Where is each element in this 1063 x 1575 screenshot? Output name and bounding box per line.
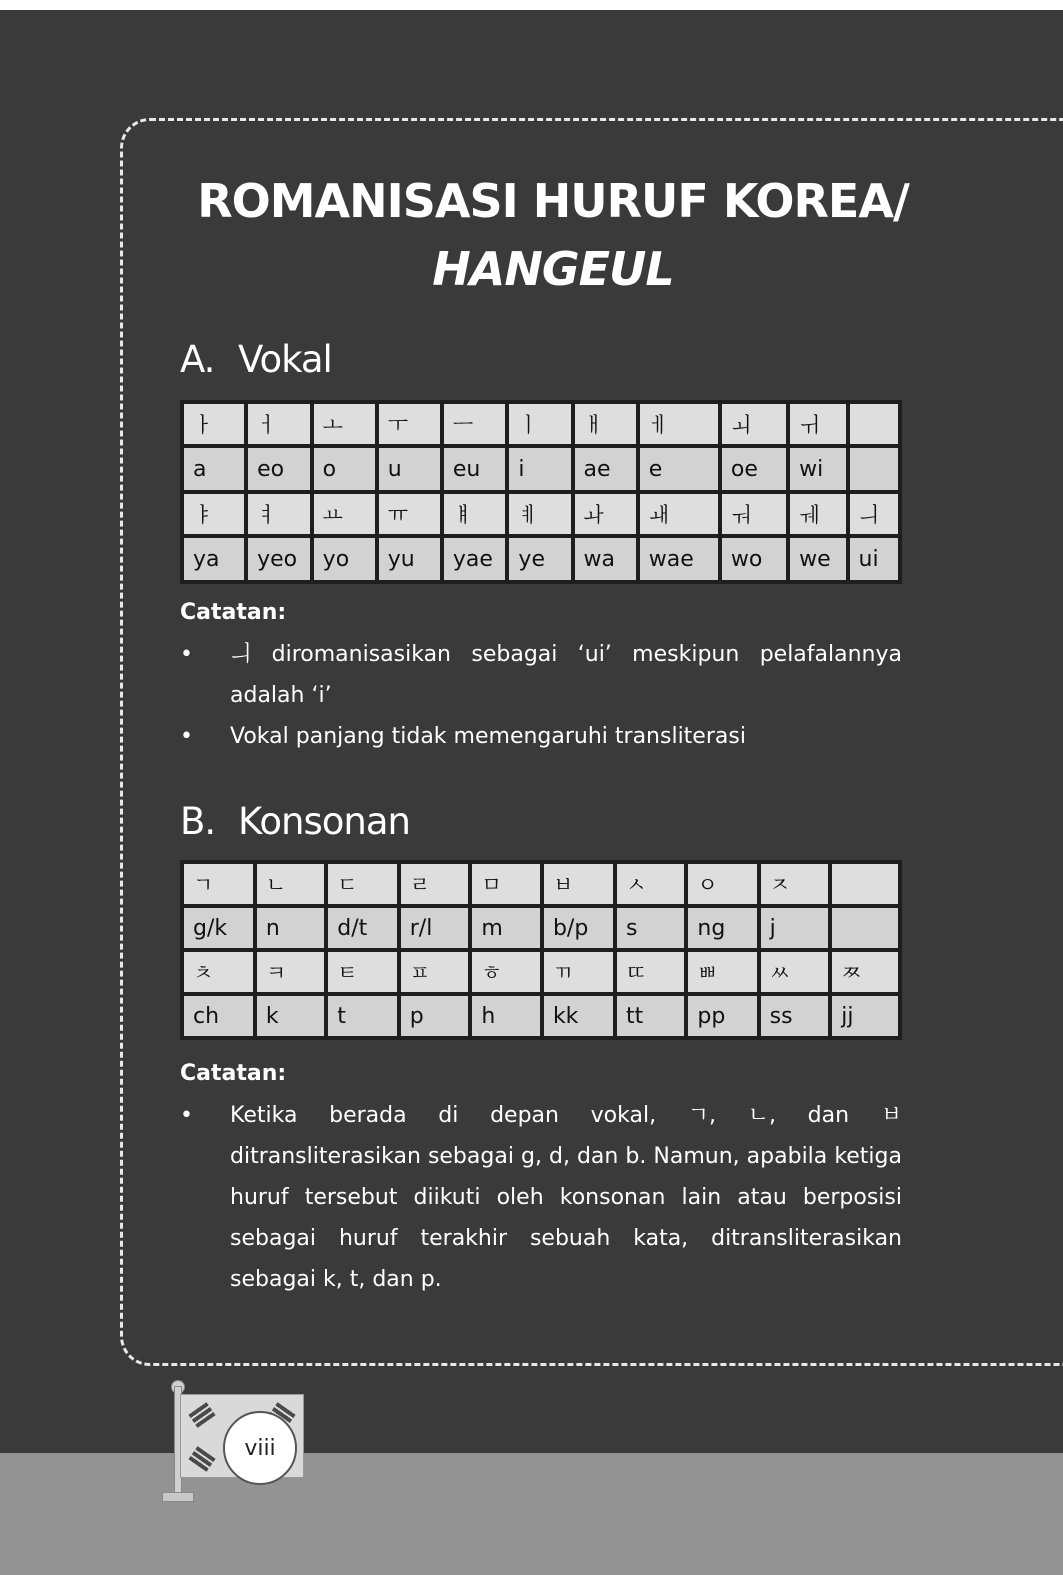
vowel-cell: wa [575, 538, 636, 580]
consonant-cell: kk [544, 996, 613, 1036]
section-number: A. [180, 338, 215, 381]
vowel-cell: ㅢ [850, 494, 898, 534]
consonant-cell: ss [761, 996, 829, 1036]
vowel-cell: ㅖ [509, 494, 570, 534]
consonant-cell: ㅇ [688, 864, 756, 904]
vowel-cell: yeo [248, 538, 310, 580]
consonant-cell: ㅅ [617, 864, 684, 904]
consonant-cell: t [328, 996, 396, 1036]
consonant-cell: ㅃ [688, 952, 756, 992]
vowel-cell: a [184, 448, 244, 490]
bullet: • [180, 642, 193, 667]
list-item [180, 716, 902, 757]
consonant-cell: ㄷ [328, 864, 396, 904]
section-number: B. [180, 800, 216, 843]
consonant-cell: ng [688, 908, 756, 948]
trigram-icon [188, 1446, 215, 1472]
page-number-flag [160, 1380, 310, 1505]
vowel-notes-list [180, 634, 902, 757]
trigram-icon [188, 1402, 215, 1428]
consonant-row-roman-2 [184, 996, 898, 1036]
vowel-cell: e [640, 448, 718, 490]
vowel-cell: ㅔ [640, 404, 718, 444]
consonant-cell: ㄸ [617, 952, 684, 992]
consonant-row-roman-1 [184, 908, 898, 948]
vowel-cell: ㅑ [184, 494, 244, 534]
section-heading-vowels [180, 338, 332, 381]
consonant-cell-empty [832, 908, 898, 948]
vowel-row-roman-2 [184, 538, 898, 580]
vowel-cell-empty [850, 448, 898, 490]
vowel-cell: ㅠ [379, 494, 440, 534]
vowel-cell: ae [575, 448, 636, 490]
consonant-cell: p [401, 996, 469, 1036]
vowel-cell: i [509, 448, 570, 490]
vowel-cell: yu [379, 538, 440, 580]
vowel-cell: ㅟ [790, 404, 845, 444]
vowel-cell: u [379, 448, 440, 490]
consonant-cell: pp [688, 996, 756, 1036]
vowel-cell: ㅜ [379, 404, 440, 444]
vowel-cell: ㅒ [444, 494, 506, 534]
consonant-cell: ㅂ [544, 864, 613, 904]
vowel-cell: wae [640, 538, 718, 580]
consonant-cell: ch [184, 996, 253, 1036]
consonant-cell: j [761, 908, 829, 948]
vowel-cell: ㅣ [509, 404, 570, 444]
vowel-cell: ㅛ [314, 494, 375, 534]
vowel-cell: yae [444, 538, 506, 580]
vowel-cell: eu [444, 448, 506, 490]
consonant-cell: ㄴ [257, 864, 324, 904]
consonant-cell: ㅍ [401, 952, 469, 992]
vowel-cell: ㅐ [575, 404, 636, 444]
consonant-cell: m [472, 908, 540, 948]
vowel-cell: ya [184, 538, 244, 580]
consonant-table [180, 860, 902, 1040]
consonant-cell: ㅋ [257, 952, 324, 992]
list-item [180, 1095, 902, 1300]
consonant-notes-label: Catatan: [180, 1061, 287, 1086]
consonant-cell: k [257, 996, 324, 1036]
vowel-cell: ㅘ [575, 494, 636, 534]
section-heading-consonants [180, 800, 410, 843]
vowel-cell: ㅚ [722, 404, 786, 444]
consonant-cell: ㅉ [832, 952, 898, 992]
consonant-cell: ㅆ [761, 952, 829, 992]
note-text: ㅢ diromanisasikan sebagai ‘ui’ meskipun pelafalannya adalah ‘i’ [230, 642, 902, 708]
note-text: Vokal panjang tidak memengaruhi transliterasi [230, 724, 746, 749]
section-title: Konsonan [238, 800, 410, 843]
vowel-cell: wi [790, 448, 845, 490]
vowel-cell-empty [850, 404, 898, 444]
vowel-cell: ye [509, 538, 570, 580]
vowel-cell: ui [850, 538, 898, 580]
consonant-cell: ㅊ [184, 952, 253, 992]
consonant-cell: h [472, 996, 540, 1036]
consonant-cell: ㅁ [472, 864, 540, 904]
consonant-cell: s [617, 908, 684, 948]
consonant-row-hangul-1 [184, 864, 898, 904]
page-title-line1: ROMANISASI HURUF KOREA/ [197, 174, 909, 228]
consonant-cell: ㄹ [401, 864, 469, 904]
consonant-cell: g/k [184, 908, 253, 948]
vowel-cell: ㅞ [790, 494, 845, 534]
consonant-cell: ㅈ [761, 864, 829, 904]
section-title: Vokal [238, 338, 332, 381]
vowel-cell: ㅕ [248, 494, 310, 534]
consonant-cell-empty [832, 864, 898, 904]
vowel-cell: ㅓ [248, 404, 310, 444]
korean-flag-icon [180, 1394, 304, 1478]
consonant-cell: ㅌ [328, 952, 396, 992]
consonant-cell: d/t [328, 908, 396, 948]
vowel-cell: ㅙ [640, 494, 718, 534]
vowel-cell: we [790, 538, 845, 580]
vowel-cell: yo [314, 538, 375, 580]
vowel-cell: wo [722, 538, 786, 580]
vowel-notes-label: Catatan: [180, 600, 287, 625]
vowel-cell: ㅏ [184, 404, 244, 444]
bullet: • [180, 724, 193, 749]
vowel-row-hangul-2 [184, 494, 898, 534]
consonant-notes-list [180, 1095, 902, 1300]
note-text: Ketika berada di depan vokal, ㄱ, ㄴ, dan ㅂ ditransliterasikan sebagai g, d, dan b. Namun, apabila ketiga huruf tersebut diikuti oleh konsonan lain atau berposisi sebagai huruf terakhir sebuah kata, ditransliterasikan sebagai k, t, dan p. [230, 1103, 902, 1292]
consonant-cell: b/p [544, 908, 613, 948]
consonant-cell: ㄲ [544, 952, 613, 992]
consonant-cell: tt [617, 996, 684, 1036]
vowel-row-roman-1 [184, 448, 898, 490]
consonant-cell: ㄱ [184, 864, 253, 904]
vowel-cell: eo [248, 448, 310, 490]
vowel-cell: oe [722, 448, 786, 490]
list-item [180, 634, 902, 716]
vowel-cell: ㅝ [722, 494, 786, 534]
vowel-cell: o [314, 448, 375, 490]
consonant-cell: ㅎ [472, 952, 540, 992]
vowel-cell: ㅗ [314, 404, 375, 444]
consonant-cell: jj [832, 996, 898, 1036]
bullet: • [180, 1103, 193, 1128]
vowel-table [180, 400, 902, 584]
flagpole-base [162, 1492, 194, 1502]
page-title-line2: HANGEUL [432, 242, 674, 296]
consonant-cell: r/l [401, 908, 469, 948]
page-number: viii [223, 1411, 297, 1485]
vowel-row-hangul-1 [184, 404, 898, 444]
consonant-cell: n [257, 908, 324, 948]
vowel-cell: ㅡ [444, 404, 506, 444]
consonant-row-hangul-2 [184, 952, 898, 992]
